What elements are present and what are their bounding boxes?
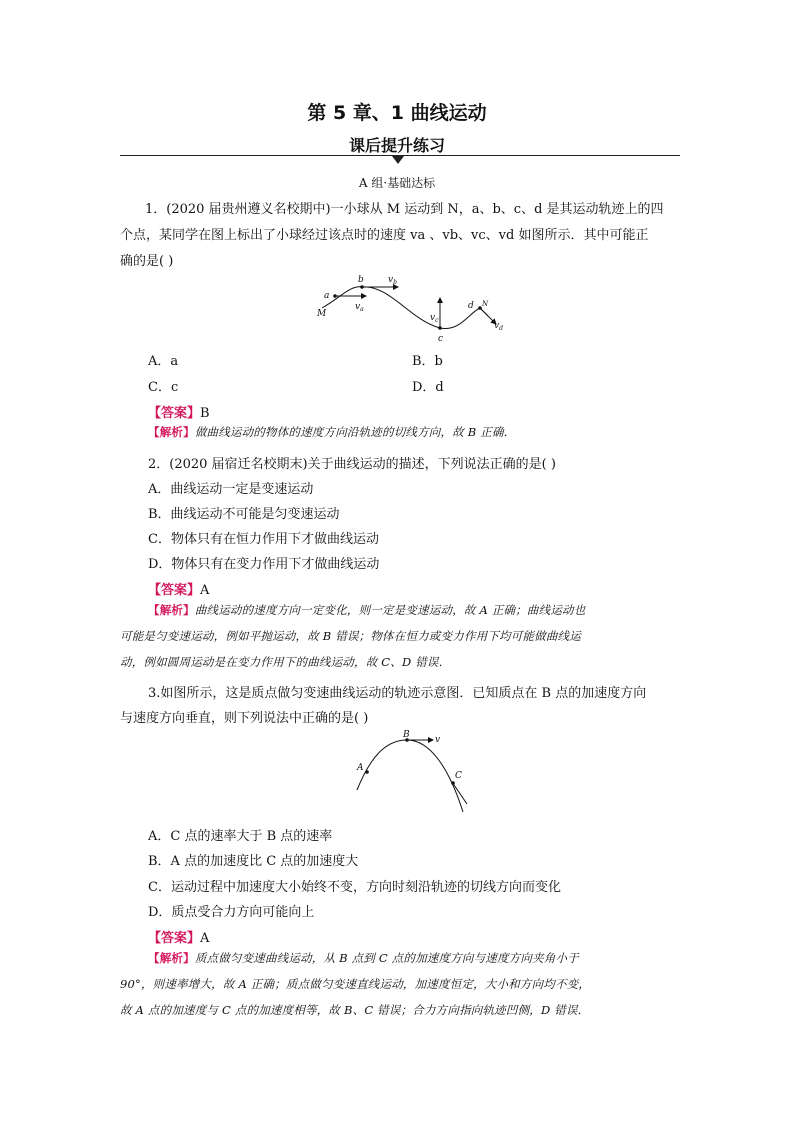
- group-heading: A 组·基础达标: [358, 176, 436, 190]
- q3-label-C: C: [455, 771, 462, 781]
- q3-stem-line2: 与速度方向垂直，则下列说法中正确的是( ): [120, 711, 369, 726]
- q3-label-B: B: [403, 730, 410, 740]
- q3-option-c: C．运动过程中加速度大小始终不变，方向时刻沿轨迹的切线方向而变化: [148, 880, 561, 895]
- q1-explanation-label: 【解析】: [148, 425, 195, 439]
- q3-answer: [148, 927, 209, 946]
- q1-label-vb: $v_b$: [388, 275, 397, 286]
- q2-explanation-text1: 曲线运动的速度方向一定变化，则一定是变速运动，故 A 正确；曲线运动也: [194, 603, 586, 617]
- page-title: 第 5 章、1 曲线运动: [307, 102, 487, 124]
- q2-option-c: C．物体只有在恒力作用下才做曲线运动: [148, 532, 379, 547]
- q1-stem-line3: 确的是( ): [120, 254, 174, 269]
- q3-stem-line1: 3.如图所示，这是质点做匀变速曲线运动的轨迹示意图．已知质点在 B 点的加速度方向: [148, 686, 647, 701]
- q1-trajectory-curve: [322, 287, 480, 329]
- q1-trajectory-figure: [300, 270, 520, 350]
- q3-point-c: [451, 781, 455, 785]
- q1-explanation: [148, 420, 515, 445]
- q3-option-d: D．质点受合力方向可能向上: [148, 905, 315, 920]
- q1-answer-label: 【答案】: [148, 406, 201, 421]
- q1-option-c: C．c: [148, 380, 179, 395]
- q1-answer: [148, 402, 210, 421]
- q3-explanation-line2: 90°，则速率增大，故 A 正确；质点做匀变速直线运动，加速度恒定，大小和方向均不变，: [120, 977, 591, 991]
- q3-explanation-label: 【解析】: [148, 951, 195, 965]
- q1-answer-value: B: [200, 406, 210, 421]
- q1-label-c: c: [438, 334, 444, 344]
- q2-option-a: A．曲线运动一定是变速运动: [148, 482, 314, 497]
- q2-explanation-line2: 可能是匀变速运动，例如平抛运动，故 B 错误；物体在恒力或变力作用下均可能做曲线运: [120, 629, 581, 643]
- page-subtitle: 课后提升练习: [348, 136, 445, 155]
- q3-explanation-line3: 故 A 点的加速度与 C 点的加速度相等，故 B、C 错误；合力方向指向轨迹凹侧，D 错误．: [120, 1003, 590, 1017]
- q3-trajectory-figure: [345, 728, 475, 820]
- q1-option-b: B．b: [412, 354, 443, 369]
- q2-explanation-line1: [148, 598, 585, 623]
- q3-trajectory-curve: [357, 740, 463, 812]
- q2-explanation-line3: 动，例如圆周运动是在变力作用下的曲线运动，故 C、D 错误．: [120, 655, 451, 669]
- q1-explanation-text: 做曲线运动的物体的速度方向沿轨迹的切线方向，故 B 正确．: [194, 425, 516, 439]
- q1-label-d: d: [468, 301, 474, 311]
- q1-label-va: $v_a$: [355, 302, 364, 313]
- q2-explanation-label: 【解析】: [148, 603, 195, 617]
- q2-option-d: D．物体只有在变力作用下才做曲线运动: [148, 557, 380, 572]
- q2-stem-line1: 2．(2020 届宿迁名校期末)关于曲线运动的描述，下列说法正确的是( ): [148, 457, 556, 472]
- q3-answer-value: A: [200, 931, 210, 946]
- q1-label-vc: $v_c$: [430, 313, 439, 324]
- q1-stem-line2: 个点，某同学在图上标出了小球经过该点时的速度 va 、vb、vc、vd 如图所示．其中可能正: [120, 228, 649, 243]
- q1-option-d: D．d: [412, 380, 444, 395]
- q2-option-b: B．曲线运动不可能是匀变速运动: [148, 507, 340, 522]
- q3-option-a: A．C 点的速率大于 B 点的速率: [148, 829, 333, 844]
- q2-answer-label: 【答案】: [148, 583, 201, 598]
- q1-label-a: a: [324, 291, 330, 301]
- q3-option-b: B．A 点的加速度比 C 点的加速度大: [148, 854, 359, 869]
- q1-label-M: M: [317, 309, 327, 319]
- q1-point-b: [360, 285, 364, 289]
- q2-answer: [148, 579, 209, 598]
- q3-label-v: v: [435, 735, 441, 745]
- q3-answer-label: 【答案】: [148, 931, 201, 946]
- q1-point-c: [438, 326, 442, 330]
- q3-explanation-text1: 质点做匀变速曲线运动，从 B 点到 C 点的加速度方向与速度方向夹角小于: [194, 951, 579, 965]
- header-triangle-icon: [392, 156, 404, 164]
- q3-point-a: [365, 770, 369, 774]
- q3-explanation-line1: [148, 946, 579, 971]
- q1-stem-line1: 1．(2020 届贵州遵义名校期中)一小球从 M 运动到 N，a、b、c、d 是其运动轨迹上的四: [145, 202, 664, 217]
- q1-label-N: N: [482, 300, 489, 308]
- q1-label-b: b: [358, 275, 364, 285]
- q1-point-a: [333, 294, 337, 298]
- q1-label-vd: $v_d$: [494, 321, 503, 332]
- q2-answer-value: A: [200, 583, 210, 598]
- q1-option-a: A．a: [148, 354, 179, 369]
- q3-label-A: A: [357, 763, 364, 773]
